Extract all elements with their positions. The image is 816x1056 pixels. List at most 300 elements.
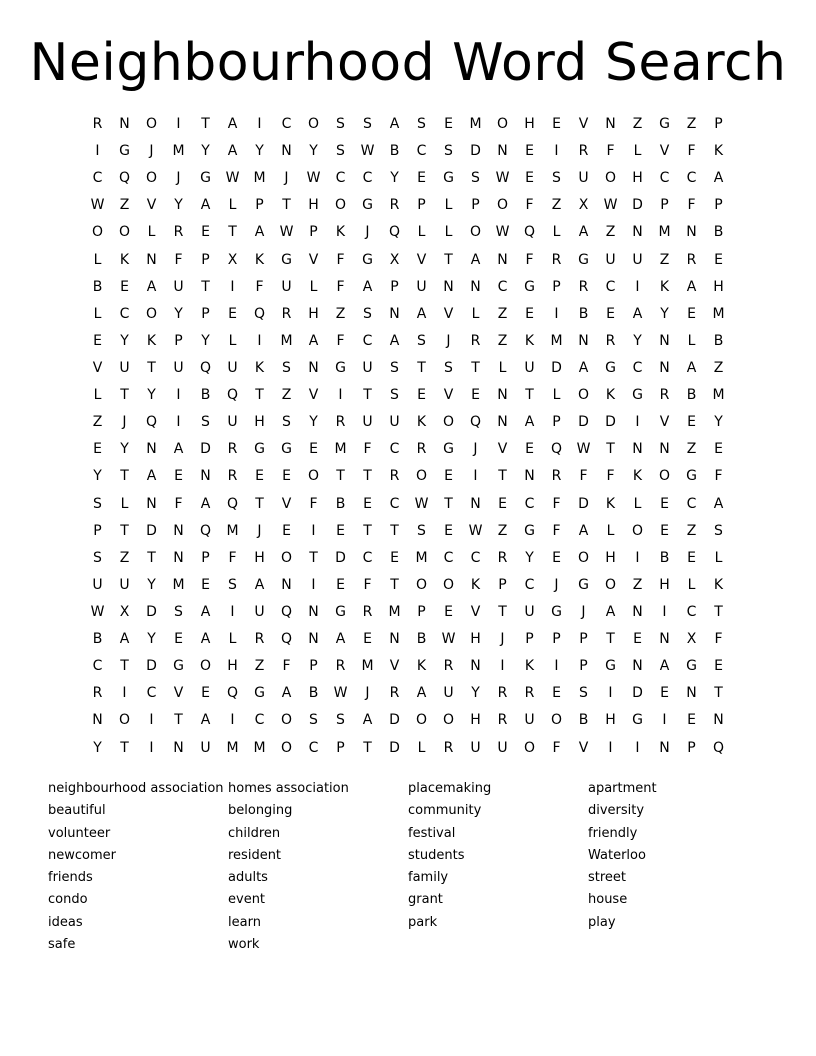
grid-letter: G: [281, 251, 292, 268]
grid-letter: U: [173, 360, 184, 377]
grid-letter: E: [201, 576, 210, 593]
grid-letter: E: [444, 116, 453, 133]
grid-letter: E: [336, 576, 345, 593]
grid-letter: C: [281, 116, 292, 133]
grid-letter: P: [714, 116, 723, 133]
grid-letter: W: [441, 631, 456, 648]
grid-letter: T: [606, 631, 615, 648]
grid-letter: C: [335, 170, 346, 187]
grid-letter: K: [335, 224, 346, 241]
grid-letter: C: [443, 549, 454, 566]
grid-letter: E: [228, 305, 237, 322]
grid-letter: K: [605, 387, 616, 404]
grid-letter: B: [416, 631, 427, 648]
grid-letter: Q: [712, 739, 725, 756]
grid-letter: T: [147, 549, 156, 566]
grid-letter: J: [554, 576, 559, 593]
grid-letter: A: [362, 712, 373, 729]
grid-letter: C: [362, 332, 373, 349]
grid-letter: H: [605, 549, 616, 566]
word-list-item: play: [588, 914, 616, 930]
grid-letter: O: [280, 739, 293, 756]
grid-letter: Q: [280, 604, 293, 621]
grid-letter: U: [524, 604, 535, 621]
grid-letter: P: [336, 739, 345, 756]
grid-letter: G: [254, 685, 265, 702]
grid-letter: H: [659, 576, 670, 593]
grid-letter: W: [225, 170, 240, 187]
grid-letter: D: [551, 360, 562, 377]
grid-letter: E: [660, 495, 669, 512]
grid-letter: N: [659, 739, 670, 756]
grid-letter: O: [577, 549, 590, 566]
grid-letter: Y: [201, 332, 210, 349]
grid-letter: R: [497, 712, 508, 729]
grid-letter: P: [255, 197, 264, 214]
grid-letter: K: [524, 658, 535, 675]
grid-letter: A: [200, 631, 211, 648]
grid-letter: U: [254, 604, 265, 621]
grid-letter: R: [686, 251, 697, 268]
grid-letter: G: [443, 441, 454, 458]
grid-letter: I: [149, 712, 154, 729]
grid-letter: B: [713, 224, 724, 241]
grid-letter: G: [443, 170, 454, 187]
grid-letter: G: [578, 251, 589, 268]
grid-row: [84, 626, 732, 653]
grid-letter: A: [200, 197, 211, 214]
grid-letter: A: [416, 685, 427, 702]
word-list-item: street: [588, 870, 627, 886]
grid-letter: E: [444, 468, 453, 485]
grid-letter: O: [442, 576, 455, 593]
grid-letter: G: [551, 604, 562, 621]
grid-letter: M: [253, 739, 266, 756]
grid-letter: C: [416, 143, 427, 160]
grid-letter: S: [417, 522, 426, 539]
grid-letter: T: [606, 441, 615, 458]
grid-letter: H: [308, 197, 319, 214]
grid-letter: R: [281, 305, 292, 322]
grid-letter: T: [444, 495, 453, 512]
grid-letter: H: [605, 712, 616, 729]
grid-letter: F: [363, 576, 372, 593]
grid-letter: K: [470, 576, 481, 593]
grid-row: [84, 491, 732, 518]
word-list-item: diversity: [588, 803, 645, 819]
grid-letter: A: [686, 360, 697, 377]
grid-letter: C: [659, 170, 670, 187]
grid-letter: T: [120, 387, 129, 404]
grid-letter: N: [470, 278, 481, 295]
grid-letter: H: [254, 549, 265, 566]
grid-letter: G: [686, 468, 697, 485]
grid-letter: X: [227, 251, 238, 268]
grid-letter: V: [443, 305, 454, 322]
grid-letter: S: [417, 116, 426, 133]
grid-letter: C: [470, 549, 481, 566]
grid-letter: A: [254, 224, 265, 241]
word-list-item: Waterloo: [588, 847, 646, 863]
grid-letter: O: [469, 224, 482, 241]
grid-letter: Q: [469, 414, 482, 431]
grid-letter: E: [120, 278, 129, 295]
grid-letter: I: [554, 305, 559, 322]
word-list-item: belonging: [228, 803, 293, 819]
grid-row: [84, 138, 732, 165]
grid-letter: K: [254, 251, 265, 268]
grid-letter: I: [230, 604, 235, 621]
grid-letter: Y: [147, 387, 156, 404]
grid-letter: O: [199, 658, 212, 675]
grid-letter: T: [363, 522, 372, 539]
grid-letter: R: [335, 414, 346, 431]
grid-letter: Z: [497, 332, 508, 349]
grid-letter: V: [92, 360, 103, 377]
grid-letter: G: [362, 251, 373, 268]
grid-letter: A: [200, 712, 211, 729]
grid-letter: R: [659, 387, 670, 404]
grid-letter: E: [201, 224, 210, 241]
grid-letter: P: [579, 631, 588, 648]
grid-letter: M: [226, 739, 239, 756]
grid-letter: B: [389, 143, 400, 160]
grid-letter: A: [146, 468, 157, 485]
grid-letter: N: [389, 305, 400, 322]
word-list-column: [408, 778, 588, 934]
grid-letter: M: [334, 441, 347, 458]
grid-letter: E: [552, 685, 561, 702]
grid-letter: G: [605, 658, 616, 675]
grid-letter: P: [687, 739, 696, 756]
grid-letter: S: [363, 116, 372, 133]
grid-letter: U: [173, 278, 184, 295]
grid-letter: E: [714, 658, 723, 675]
grid-letter: O: [280, 549, 293, 566]
grid-letter: D: [578, 495, 589, 512]
grid-row: [84, 192, 732, 219]
grid-letter: Q: [145, 414, 158, 431]
grid-letter: M: [361, 658, 374, 675]
grid-letter: R: [389, 468, 400, 485]
word-list-item: homes association: [228, 781, 349, 796]
grid-letter: L: [606, 522, 615, 539]
grid-letter: C: [389, 441, 400, 458]
grid-letter: Y: [471, 685, 480, 702]
grid-letter: G: [362, 197, 373, 214]
grid-letter: A: [416, 305, 427, 322]
grid-letter: V: [389, 658, 400, 675]
grid-letter: J: [284, 170, 289, 187]
grid-letter: Y: [120, 332, 129, 349]
grid-letter: T: [174, 712, 183, 729]
grid-letter: C: [362, 170, 373, 187]
grid-letter: F: [687, 197, 696, 214]
grid-letter: A: [713, 170, 724, 187]
grid-letter: C: [524, 495, 535, 512]
grid-letter: E: [93, 332, 102, 349]
grid-letter: N: [524, 468, 535, 485]
grid-letter: W: [333, 685, 348, 702]
grid-letter: G: [578, 576, 589, 593]
grid-letter: F: [363, 441, 372, 458]
grid-letter: U: [362, 414, 373, 431]
grid-letter: N: [605, 116, 616, 133]
grid-letter: Y: [660, 305, 669, 322]
grid-letter: E: [93, 441, 102, 458]
grid-letter: O: [145, 116, 158, 133]
grid-letter: D: [605, 414, 616, 431]
grid-letter: R: [605, 332, 616, 349]
grid-letter: W: [414, 495, 429, 512]
grid-letter: V: [578, 116, 589, 133]
grid-letter: M: [280, 332, 293, 349]
grid-letter: T: [498, 468, 507, 485]
word-list-item: resident: [228, 847, 282, 863]
grid-letter: N: [146, 441, 157, 458]
grid-letter: F: [174, 251, 183, 268]
grid-letter: I: [635, 278, 640, 295]
grid-letter: H: [308, 305, 319, 322]
grid-letter: P: [174, 332, 183, 349]
grid-letter: D: [146, 658, 157, 675]
grid-letter: F: [687, 143, 696, 160]
grid-letter: Q: [199, 522, 212, 539]
grid-letter: E: [687, 549, 696, 566]
grid-letter: A: [578, 360, 589, 377]
grid-letter: E: [525, 441, 534, 458]
grid-letter: T: [201, 116, 210, 133]
grid-letter: K: [416, 658, 427, 675]
grid-letter: O: [415, 712, 428, 729]
grid-letter: S: [417, 332, 426, 349]
grid-letter: E: [417, 387, 426, 404]
grid-letter: N: [119, 116, 130, 133]
grid-letter: R: [497, 549, 508, 566]
grid-letter: R: [335, 658, 346, 675]
grid-letter: K: [524, 332, 535, 349]
grid-letter: M: [226, 522, 239, 539]
grid-letter: Y: [174, 305, 183, 322]
grid-letter: V: [308, 251, 319, 268]
grid-letter: C: [92, 170, 103, 187]
grid-letter: I: [122, 685, 127, 702]
grid-letter: D: [146, 604, 157, 621]
grid-letter: I: [149, 739, 154, 756]
grid-letter: Z: [686, 116, 697, 133]
grid-letter: T: [714, 604, 723, 621]
grid-letter: B: [92, 631, 103, 648]
grid-letter: I: [608, 739, 613, 756]
grid-letter: P: [417, 197, 426, 214]
grid-letter: A: [659, 658, 670, 675]
grid-letter: N: [713, 712, 724, 729]
grid-letter: I: [554, 143, 559, 160]
grid-letter: N: [173, 522, 184, 539]
grid-letter: L: [228, 332, 237, 349]
grid-letter: F: [552, 739, 561, 756]
grid-letter: Z: [632, 116, 643, 133]
grid-letter: H: [524, 116, 535, 133]
grid-letter: T: [120, 658, 129, 675]
grid-letter: W: [306, 170, 321, 187]
grid-letter: D: [335, 549, 346, 566]
grid-letter: T: [363, 739, 372, 756]
grid-letter: E: [174, 468, 183, 485]
grid-letter: R: [389, 685, 400, 702]
grid-letter: U: [200, 739, 211, 756]
grid-letter: H: [227, 658, 238, 675]
grid-letter: F: [714, 631, 723, 648]
word-list-item: safe: [48, 937, 76, 953]
page-title: Neighbourhood Word Search: [29, 33, 787, 93]
grid-letter: Q: [253, 305, 266, 322]
word-list-item: apartment: [588, 781, 657, 796]
grid-letter: R: [578, 278, 589, 295]
grid-letter: R: [551, 251, 562, 268]
grid-letter: I: [662, 712, 667, 729]
word-list-item: community: [408, 803, 482, 819]
grid-letter: L: [471, 305, 480, 322]
grid-row: [84, 355, 732, 382]
grid-letter: U: [92, 576, 103, 593]
grid-letter: Z: [686, 441, 697, 458]
grid-letter: A: [200, 495, 211, 512]
grid-row: [84, 301, 732, 328]
grid-letter: A: [389, 332, 400, 349]
grid-letter: T: [390, 522, 399, 539]
grid-letter: T: [444, 251, 453, 268]
grid-letter: C: [254, 712, 265, 729]
grid-letter: E: [525, 170, 534, 187]
grid-letter: N: [200, 468, 211, 485]
grid-letter: M: [253, 170, 266, 187]
grid-letter: M: [388, 604, 401, 621]
grid-letter: C: [524, 576, 535, 593]
grid-letter: T: [147, 360, 156, 377]
grid-letter: Y: [147, 576, 156, 593]
grid-letter: T: [120, 522, 129, 539]
grid-letter: Q: [226, 685, 239, 702]
grid-letter: S: [552, 170, 561, 187]
grid-letter: E: [687, 414, 696, 431]
grid-letter: R: [443, 658, 454, 675]
grid-letter: O: [307, 468, 320, 485]
grid-letter: P: [390, 278, 399, 295]
grid-letter: R: [173, 224, 184, 241]
grid-letter: A: [578, 522, 589, 539]
grid-letter: U: [362, 360, 373, 377]
grid-letter: J: [446, 332, 451, 349]
grid-letter: Q: [523, 224, 536, 241]
grid-letter: R: [470, 332, 481, 349]
grid-letter: U: [524, 712, 535, 729]
grid-letter: G: [686, 658, 697, 675]
grid-letter: T: [525, 387, 534, 404]
grid-letter: L: [498, 360, 507, 377]
grid-letter: T: [201, 278, 210, 295]
grid-letter: I: [662, 604, 667, 621]
word-list-item: event: [228, 892, 266, 908]
grid-letter: A: [173, 441, 184, 458]
grid-letter: G: [632, 387, 643, 404]
word-list-column: [228, 778, 408, 956]
grid-letter: W: [495, 170, 510, 187]
grid-letter: K: [632, 468, 643, 485]
grid-letter: R: [524, 685, 535, 702]
grid-letter: E: [282, 468, 291, 485]
grid-letter: Y: [525, 549, 534, 566]
grid-letter: H: [713, 278, 724, 295]
grid-letter: E: [309, 441, 318, 458]
grid-row: [84, 735, 732, 762]
grid-letter: U: [578, 170, 589, 187]
grid-letter: V: [281, 495, 292, 512]
grid-row: [84, 518, 732, 545]
grid-letter: P: [714, 197, 723, 214]
grid-letter: L: [417, 739, 426, 756]
grid-letter: N: [686, 224, 697, 241]
grid-letter: F: [552, 522, 561, 539]
grid-letter: P: [93, 522, 102, 539]
grid-letter: O: [442, 712, 455, 729]
grid-letter: P: [309, 224, 318, 241]
grid-letter: N: [92, 712, 103, 729]
grid-letter: R: [416, 441, 427, 458]
grid-letter: Y: [633, 332, 642, 349]
grid-letter: I: [635, 414, 640, 431]
word-list-item: work: [228, 937, 260, 953]
grid-letter: J: [500, 631, 505, 648]
grid-letter: E: [633, 631, 642, 648]
grid-letter: F: [714, 468, 723, 485]
grid-letter: E: [444, 604, 453, 621]
grid-letter: C: [389, 495, 400, 512]
grid-letter: N: [470, 658, 481, 675]
grid-letter: U: [524, 360, 535, 377]
grid-letter: N: [281, 143, 292, 160]
grid-letter: K: [659, 278, 670, 295]
word-list-item: newcomer: [48, 847, 116, 863]
grid-letter: U: [497, 739, 508, 756]
grid-letter: M: [658, 224, 671, 241]
grid-letter: W: [468, 522, 483, 539]
grid-letter: R: [227, 441, 238, 458]
grid-letter: A: [524, 414, 535, 431]
word-list-item: park: [408, 914, 438, 930]
grid-letter: T: [255, 387, 264, 404]
grid-letter: O: [280, 712, 293, 729]
grid-letter: R: [497, 685, 508, 702]
word-list-item: condo: [48, 892, 88, 908]
grid-letter: P: [201, 549, 210, 566]
grid-letter: M: [550, 332, 563, 349]
grid-letter: I: [176, 387, 181, 404]
grid-letter: G: [119, 143, 130, 160]
grid-letter: A: [281, 685, 292, 702]
grid-letter: N: [497, 251, 508, 268]
grid-letter: U: [389, 414, 400, 431]
grid-letter: L: [93, 387, 102, 404]
grid-letter: A: [335, 631, 346, 648]
grid-letter: I: [257, 332, 262, 349]
grid-letter: Z: [605, 224, 616, 241]
word-list-column: [48, 778, 228, 956]
grid-letter: J: [473, 441, 478, 458]
grid-letter: T: [282, 197, 291, 214]
grid-letter: P: [552, 631, 561, 648]
grid-letter: Y: [174, 197, 183, 214]
